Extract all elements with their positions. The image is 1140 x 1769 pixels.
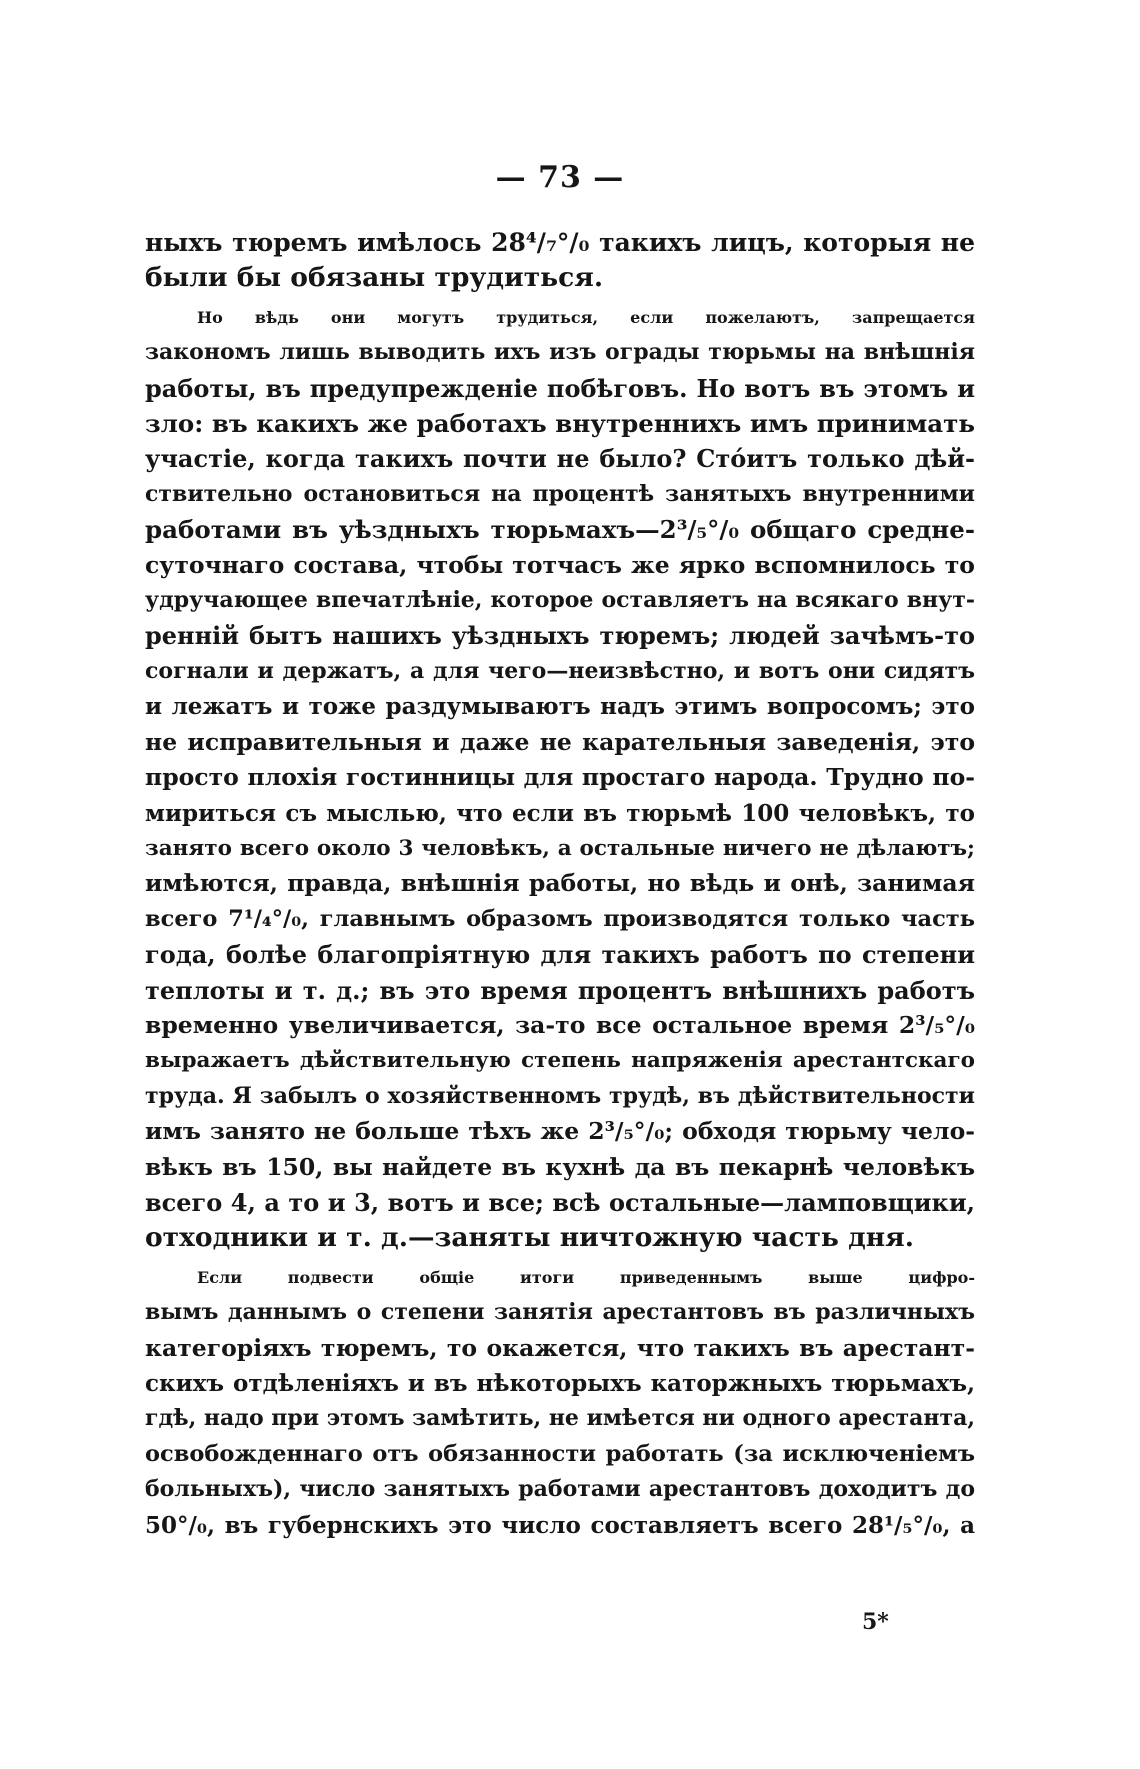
text-line: просто плохія гостинницы для простаго народа. Трудно по- [145,763,975,792]
text-line: Если подвести общіе итоги приведеннымъ выше цифро- [197,1267,975,1287]
text-line: выражаетъ дѣйствительную степень напряженія арестантскаго [145,1048,975,1074]
text-line: имѣются, правда, внѣшнія работы, но вѣдь и онѣ, занимая [145,869,975,898]
page-number: — 73 — [495,160,625,195]
text-line: больныхъ), число занятыхъ работами арестантовъ доходитъ до [145,1476,975,1503]
text-line: отходники и т. д.—заняты ничтожную часть дня. [145,1222,914,1254]
page-body [145,160,975,1543]
text-line: всего 7¹/₄°/₀, главнымъ образомъ производятся только часть [145,905,975,932]
text-line: мириться съ мыслью, что если въ тюрьмѣ 100 человѣкъ, то [145,799,975,827]
text-line: теплоты и т. д.; въ это время процентъ внѣшнихъ работъ [145,975,975,1005]
text-line: всего 4, а то и 3, вотъ и все; всѣ остальные—ламповщики, [145,1187,975,1217]
text-line: имъ занято не больше тѣхъ же 2³/₅°/₀; обходя тюрьму чело- [145,1117,975,1146]
paragraph-2 [145,300,975,1256]
text-line: вѣкъ въ 150, вы найдете въ кухнѣ да въ пекарнѣ человѣкъ [145,1152,975,1181]
signature-mark: 5* [862,1609,889,1635]
text-line: суточнаго состава, чтобы тотчасъ же ярко вспомнилось то [145,550,975,579]
text-line: категоріяхъ тюремъ, то окажется, что такихъ въ арестант- [145,1333,975,1362]
text-line: 50°/₀, въ губернскихъ это число составляетъ всего 28¹/₅°/₀, а [145,1511,975,1539]
text-line: занято всего около 3 человѣкъ, а остальные ничего не дѣлаютъ; [145,835,975,861]
text-line: вымъ даннымъ о степени занятія арестантовъ въ различныхъ [145,1299,975,1326]
text-line: были бы обязаны трудиться. [145,262,604,294]
text-line: участіе, когда такихъ почти не было? Стóитъ только дѣй- [145,444,975,474]
text-line: закономъ лишь выводить ихъ изъ ограды тюрьмы на внѣшнія [145,339,975,366]
text-line: удручающее впечатлѣніе, которое оставляетъ на всякаго внут- [145,587,975,614]
text-line: зло: въ какихъ же работахъ внутреннихъ имъ принимать [145,409,975,439]
text-line: ренній бытъ нашихъ уѣздныхъ тюремъ; людей зачѣмъ-то [145,621,975,651]
text-line: труда. Я забылъ о хозяйственномъ трудѣ, въ дѣйствительности [145,1082,975,1109]
text-line: работы, въ предупрежденіе побѣговъ. Но вотъ въ этомъ и [145,373,975,403]
text-line: года, болѣе благопріятную для такихъ работъ по степени [145,940,975,970]
paragraph-3 [145,1260,975,1543]
text-line: скихъ отдѣленіяхъ и въ нѣкоторыхъ каторжныхъ тюрьмахъ, [145,1370,975,1397]
text-line: ныхъ тюремъ имѣлось 28⁴/₇°/₀ такихъ лицъ, которыя не [145,228,975,257]
text-line: Но вѣдь они могутъ трудиться, если пожелаютъ, запрещается [197,307,975,327]
paragraph-1 [145,225,975,296]
text-line: гдѣ, надо при этомъ замѣтить, не имѣется ни одного арестанта, [145,1405,975,1432]
text-line: ствительно остановиться на процентѣ занятыхъ внутренними [145,480,975,507]
text-line: и лежатъ и тоже раздумываютъ надъ этимъ вопросомъ; это [145,693,975,721]
text-line: работами въ уѣздныхъ тюрьмахъ—2³/₅°/₀ общаго средне- [145,515,975,545]
text-line: освобожденнаго отъ обязанности работать (за исключеніемъ [145,1440,975,1467]
text-line: согнали и держатъ, а для чего—неизвѣстно, и вотъ они сидятъ [145,657,975,684]
text-line: не исправительныя и даже не карательныя заведенія, это [145,727,975,756]
text-line: временно увеличивается, за-то все остальное время 2³/₅°/₀ [145,1010,975,1039]
